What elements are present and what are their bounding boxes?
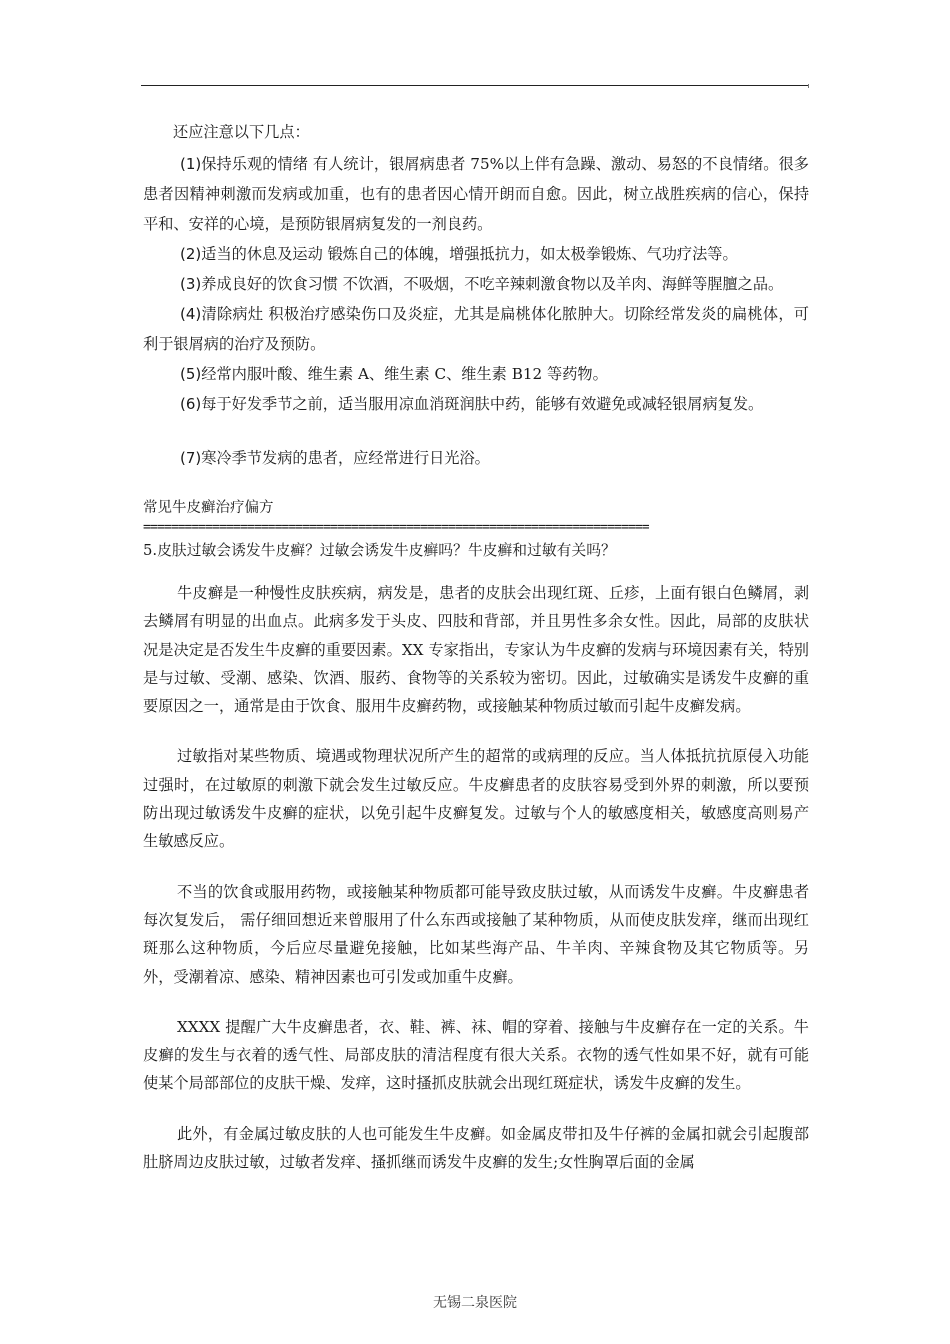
paragraph-3: 不当的饮食或服用药物，或接触某种物质都可能导致皮肤过敏，从而诱发牛皮癣。牛皮癣患者每次复发后， 需仔细回想近来曾服用了什么东西或接触了某种物质，从而使皮肤发痒，继而出现红斑那么这种物质，今后应尽量避免接触，比如某些海产品、牛羊肉、辛辣食物及其它物质等。另外，受潮着凉、感染、精神因素也可引发或加重牛皮癣。 bbox=[143, 882, 809, 986]
list-text: 保持乐观的情绪 有人统计，银屑病患者 75%以上伴有急躁、激动、易怒的不良情绪。很多患者因精神刺激而发病或加重，也有的患者因心情开朗而自愈。因此，树立战胜疾病的信心，保持平和、安祥的心境，是预防银屑病复发的一剂良药。 bbox=[143, 155, 809, 233]
section-title: 常见牛皮癣治疗偏方 bbox=[143, 500, 274, 516]
list-number: (7) bbox=[180, 449, 202, 467]
list-item-6 bbox=[143, 389, 809, 419]
list-text: 寒冷季节发病的患者，应经常进行日光浴。 bbox=[201, 449, 490, 467]
list-item-5 bbox=[143, 359, 809, 389]
list-item-1 bbox=[143, 149, 809, 239]
paragraph-5: 此外，有金属过敏皮肤的人也可能发生牛皮癣。如金属皮带扣及牛仔裤的金属扣就会引起腹部肚脐周边皮肤过敏，过敏者发痒、搔抓继而诱发牛皮癣的发生;女性胸罩后面的金属 bbox=[143, 1124, 809, 1172]
page-footer: 无锡二泉医院 bbox=[433, 1295, 517, 1311]
header-rule-end-mark bbox=[808, 84, 809, 88]
document-body bbox=[143, 118, 809, 1176]
list-text: 适当的休息及运动 锻炼自己的体魄，增强抵抗力，如太极拳锻炼、气功疗法等。 bbox=[201, 245, 738, 263]
intro-line: 还应注意以下几点： bbox=[173, 123, 310, 141]
paragraph-1: 牛皮癣是一种慢性皮肤疾病，病发是，患者的皮肤会出现红斑、丘疹，上面有银白色鳞屑，剥去鳞屑有明显的出血点。此病多发于头皮、四肢和背部，并且男性多余女性。因此，局部的皮肤状况是决定是否发生牛皮癣的重要因素。XX 专家指出，专家认为牛皮癣的发病与环境因素有关，特别是与过敏、受潮、感染、饮酒、服药、食物等的关系较为密切。因此，过敏确实是诱发牛皮癣的重要原因之一，通常是由于饮食、服用牛皮癣药物，或接触某种物质过敏而引起牛皮癣发病。 bbox=[143, 584, 809, 716]
list-text: 每于好发季节之前，适当服用凉血消斑润肤中药，能够有效避免或减轻银屑病复发。 bbox=[201, 395, 764, 413]
list-text: 养成良好的饮食习惯 不饮酒，不吸烟，不吃辛辣刺激食物以及羊肉、海鲜等腥膻之品。 bbox=[201, 275, 784, 293]
paragraph-2: 过敏指对某些物质、境遇或物理状况所产生的超常的或病理的反应。当人体抵抗抗原侵入功能过强时，在过敏原的刺激下就会发生过敏反应。牛皮癣患者的皮肤容易受到外界的刺激，所以要预防出现过敏诱发牛皮癣的症状，以免引起牛皮癣复发。过敏与个人的敏感度相关，敏感度高则易产生敏感反应。 bbox=[143, 747, 809, 851]
header-rule bbox=[141, 85, 808, 86]
list-item-7 bbox=[143, 443, 809, 473]
list-item-4 bbox=[143, 299, 809, 359]
paragraph-4: XXXX 提醒广大牛皮癣患者，衣、鞋、裤、袜、帽的穿着、接触与牛皮癣存在一定的关系。牛皮癣的发生与衣着的透气性、局部皮肤的清洁程度有很大关系。衣物的透气性如果不好，就有可能使某个局部部位的皮肤干燥、发痒，这时搔抓皮肤就会出现红斑症状，诱发牛皮癣的发生。 bbox=[143, 1017, 809, 1093]
list-text: 清除病灶 积极治疗感染伤口及炎症，尤其是扁桃体化脓肿大。切除经常发炎的扁桃体，可利于银屑病的治疗及预防。 bbox=[143, 305, 809, 353]
list-number: (3) bbox=[180, 275, 202, 293]
question-heading: 5.皮肤过敏会诱发牛皮癣？过敏会诱发牛皮癣吗？牛皮癣和过敏有关吗？ bbox=[143, 542, 616, 559]
list-number: (6) bbox=[180, 395, 202, 413]
list-item-3 bbox=[143, 269, 809, 299]
list-number: (2) bbox=[180, 245, 202, 263]
list-number: (5) bbox=[180, 365, 202, 383]
list-item-2 bbox=[143, 239, 809, 269]
separator-line: ========================================================================= bbox=[143, 521, 649, 535]
prevention-list bbox=[143, 149, 809, 473]
list-number: (4) bbox=[180, 305, 202, 323]
list-text: 经常内服叶酸、维生素 A、维生素 C、维生素 B12 等药物。 bbox=[201, 365, 608, 383]
list-number: (1) bbox=[180, 155, 202, 173]
